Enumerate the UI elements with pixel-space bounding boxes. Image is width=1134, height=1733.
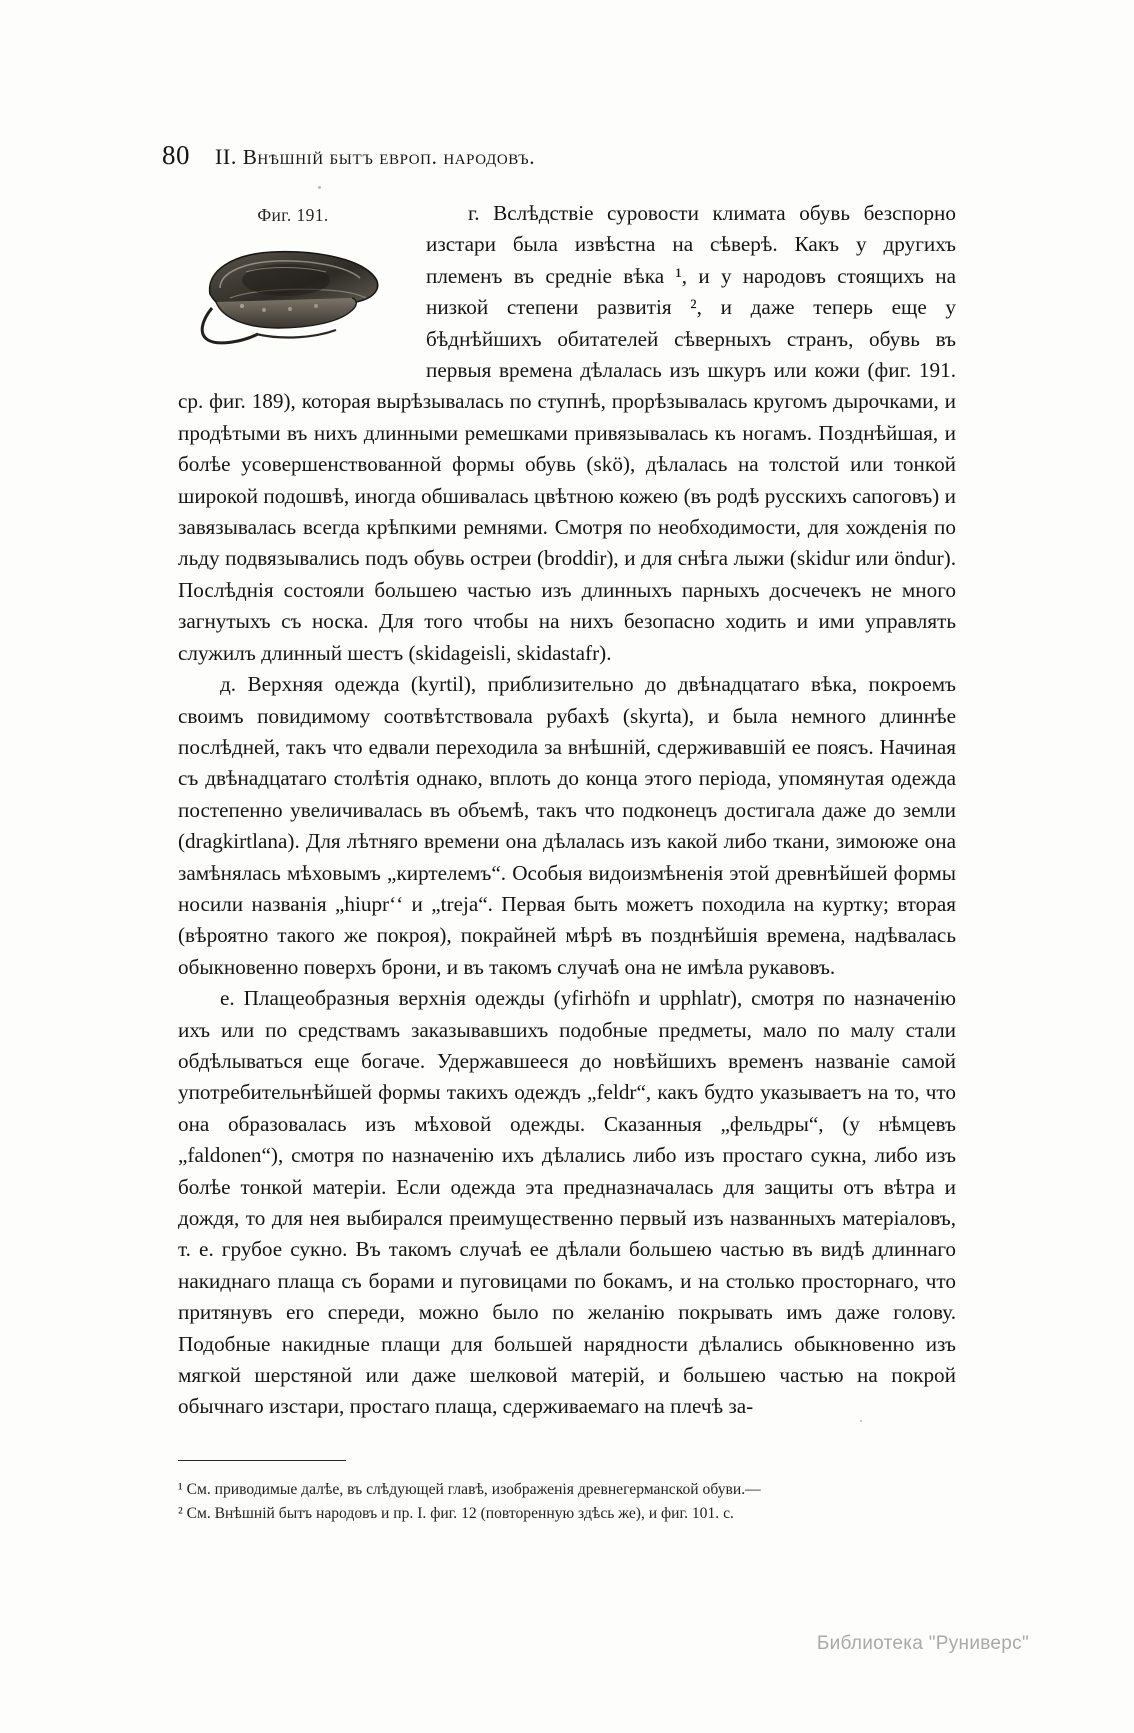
paragraph-d: д. Верхняя одежда (kyrtil), приблизительно до двѣнадцатаго вѣка, покроемъ своимъ повидимому соотвѣтствовала рубахѣ (skyrta), и была немного длиннѣе послѣдней, такъ что едвали переходила за внѣшній, сдерживавшій ее поясъ. Начиная съ двѣнадцатаго столѣтія однако, вплоть до конца этого періода, упомянутая одежда постепенно увеличивалась въ объемѣ, такъ что подконецъ достигала даже до земли (dragkirtlana). Для лѣтняго времени она дѣлалась изъ какой либо ткани, зимоюже она замѣнялась мѣховымъ „киртелемъ“. Особыя видоизмѣненія этой древнѣйшей формы носили названія „hiuprʻʻ и „treja“. Первая быть можетъ походила на куртку; вторая (вѣроятно такого же покроя), покрайней мѣрѣ въ позднѣйшія времена, надѣвалась обыкновенно поверхъ брони, и въ такомъ случаѣ она не имѣла рукавовъ. — [178, 672, 956, 979]
page-number: 80 — [162, 140, 190, 170]
footnotes — [178, 1478, 956, 1526]
running-title-text: Внѣшній бытъ европ. народовъ. — [242, 145, 536, 169]
page-header — [0, 140, 1134, 171]
library-watermark: Библиотека "Руниверс" — [816, 1633, 1029, 1654]
paragraph-e: е. Плащеобразныя верхнія одежды (yfirhöfn и upphlatr), смотря по назначенію ихъ или по средствамъ заказывавшихъ подобные предметы, мало по малу стали обдѣлываться еще богаче. Удержавшееся до новѣйшихъ временъ названіе самой употребительнѣйшей формы такихъ одеждъ „feldr“, какъ будто указываетъ на то, что она образовалась изъ мѣховой одежды. Сказанныя „фельдры“, (у нѣмцевъ „faldonen“), смотря по назначенію ихъ дѣлались либо изъ простаго сукна, либо изъ болѣе тонкой матеріи. Если одежда эта предназначалась для защиты отъ вѣтра и дождя, то для нея выбирался преимущественно первый изъ названныхъ матеріаловъ, т. е. грубое сукно. Въ такомъ случаѣ ее дѣлали большею частью въ видѣ длиннаго накиднаго плаща съ борами и пуговицами по бокамъ, и на столько просторнаго, что притянувъ его спереди, можно было по желанію покрывать имъ даже голову. Подобные накидные плащи для большей нарядности дѣлались обыкновенно изъ мягкой шерстяной или даже шелковой матерій, и большею частью на покрой обычнаго изстари, простаго плаща, сдерживаемаго на плечѣ за- — [178, 986, 956, 1419]
body-text-column — [178, 198, 956, 1423]
footnote-divider — [178, 1460, 346, 1461]
footnote-2: ² См. Внѣшній бытъ народовъ и пр. I. фиг. 12 (повторенную здѣсь же), и фиг. 101. с. — [178, 1505, 734, 1522]
paragraph-g: г. Вслѣдствіе суровости климата обувь безспорно изстари была извѣстна на сѣверѣ. Какъ у другихъ племенъ въ среднie вѣка ¹, и у народовъ стоящихъ на низкой степени развитія ², и даже теперь еще у бѣднѣйшихъ обитателей сѣверныхъ странъ, обувь въ первыя времена дѣлалась изъ шкуръ или кожи (фиг. 191. ср. фиг. 189), которая вырѣзывалась по ступнѣ, прорѣзывалась кругомъ дырочками, и продѣтыми въ нихъ длинными ремешками привязывалась къ ногамъ. Позднѣйшая, и болѣе усовершенствованной формы обувь (skö), дѣлалась на толстой или тонкой широкой подошвѣ, иногда обшивалась цвѣтною кожею (въ родѣ русскихъ сапоговъ) и завязывалась всегда крѣпкими ремнями. Смотря по необходимости, для хожденія по льду подвязывались подъ обувь остреи (broddir), и для снѣга лыжи (skidur или öndur). Послѣднія состояли большею частью изъ длинныхъ парныхъ досчечекъ не много загнутыхъ съ носка. Для того чтобы на нихъ безопасно ходить и ими управлять служилъ длинный шестъ (skidageisli, skidastafr). — [178, 201, 956, 665]
running-title-numeral: II. — [215, 144, 237, 169]
figure-191 — [178, 200, 408, 354]
figure-caption: Фиг. 191. — [257, 205, 329, 225]
footnote-1: ¹ См. приводимые далѣе, въ слѣдующей главѣ, изображенія древнегерманской обуви.— — [178, 1481, 761, 1498]
paper-speck — [318, 186, 321, 189]
paper-speck — [860, 1420, 862, 1422]
engraving-of-ancient-shoe — [186, 236, 401, 354]
running-title — [215, 144, 535, 170]
